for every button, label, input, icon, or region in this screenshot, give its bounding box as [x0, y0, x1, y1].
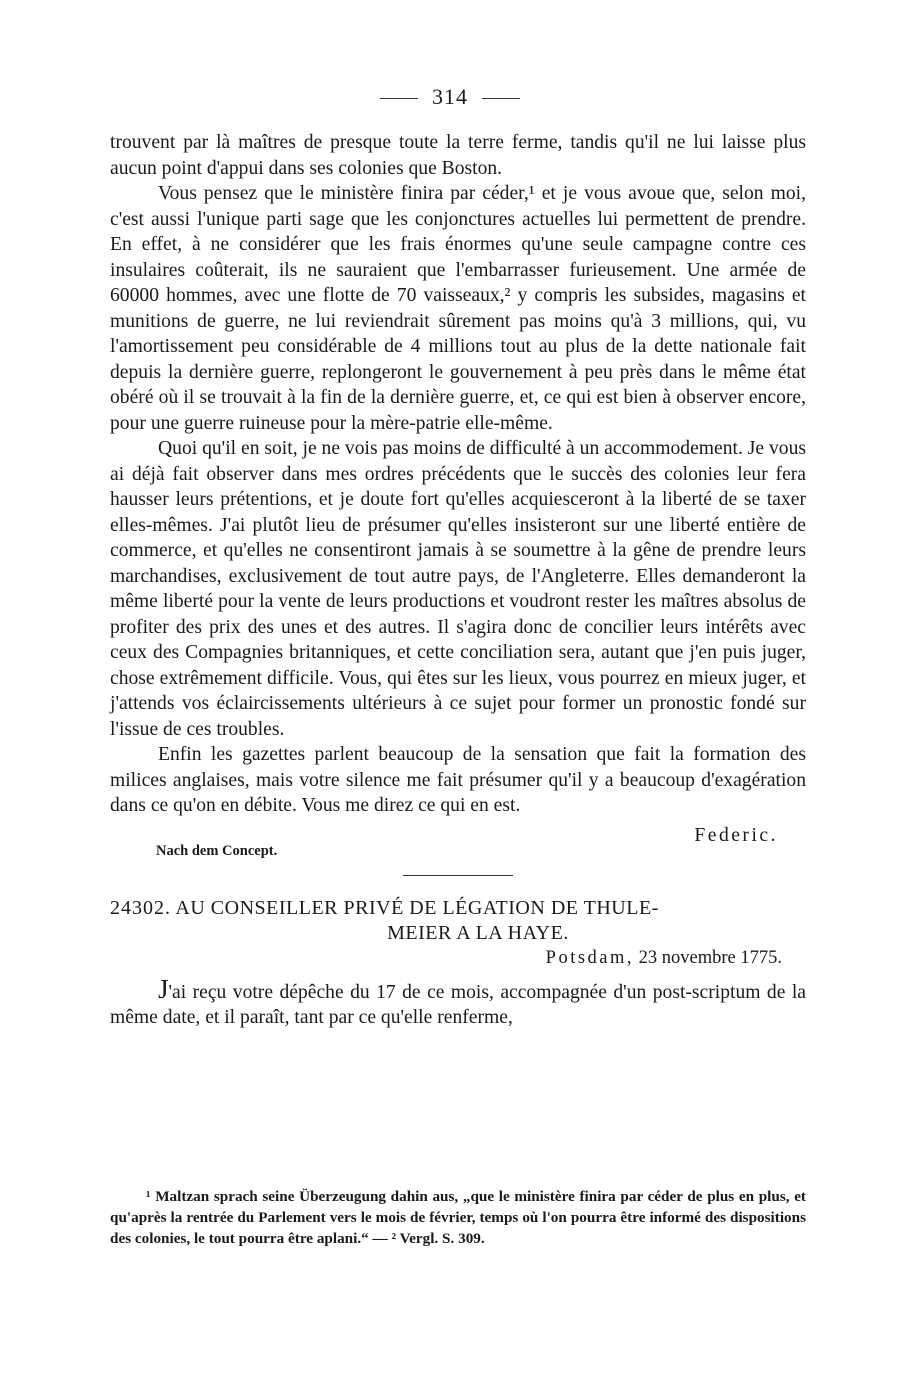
letter-heading	[110, 896, 806, 946]
header-rule-right	[482, 98, 520, 99]
letter-opening	[110, 973, 806, 1031]
paragraph: trouvent par là maîtres de presque toute la terre ferme, tandis qu'il ne lui laisse plus aucun point d'appui dans ses colonies que Boston.	[110, 132, 806, 179]
dateline-place: Potsdam,	[545, 947, 635, 968]
initial-letter: J	[158, 973, 169, 1004]
body-text	[110, 130, 806, 1031]
section-divider	[403, 875, 513, 876]
dateline	[110, 948, 806, 969]
letter-heading-line2: MEIER A LA HAYE.	[387, 921, 569, 944]
source-note: Nach dem Concept.	[156, 842, 278, 859]
dateline-date: 23 novembre 1775.	[638, 947, 782, 968]
paragraph: Quoi qu'il en soit, je ne vois pas moins de difficulté à un accommodement. Je vous ai déjà fait observer dans mes ordres précédents que le succès des colonies leur fera hausser leurs prétentions, et je doute fort qu'elles acquiesceront à la liberté de se taxer elles-mêmes. J'ai plutôt lieu de présumer qu'elles insisteront sur une liberté entière de commerce, et qu'elles ne consentiront jamais à se soumettre à la gêne de prendre leurs marchandises, exclusivement de tout autre pays, de l'Angleterre. Elles demanderont la même liberté pour la vente de leurs productions et voudront rester les maîtres absolus de profiter des prix des unes et des autres. Il s'agira donc de concilier leurs intérêts avec ceux des Compagnies britanniques, et cette conciliation sera, autant que j'en puis juger, chose extrêmement difficile. Vous, qui êtes sur les lieux, vous pourrez en mieux juger, et j'attends vos éclaircissements ultérieurs à ce sujet pour former un pronostic fondé sur l'issue de ces troubles.	[110, 438, 807, 740]
letter-opening-text: 'ai reçu votre dépêche du 17 de ce mois, accompagnée d'un post-scriptum de la même date, et il paraît, tant par ce qu'elle renferme,	[110, 981, 806, 1028]
signature: Federic.	[694, 824, 778, 846]
page-number: 314	[432, 84, 468, 109]
header-rule-left	[380, 98, 418, 99]
closing-row	[110, 819, 806, 863]
letter-heading-line1: AU CONSEILLER PRIVÉ DE LÉGATION DE THULE-	[175, 896, 659, 919]
letter-number: 24302.	[110, 896, 171, 919]
paragraph: Enfin les gazettes parlent beaucoup de la sensation que fait la formation des milices anglaises, mais votre silence me fait présumer qu'il y a beaucoup d'exagération dans ce qu'on en débite. Vous me direz ce qui en est.	[110, 744, 806, 816]
footnote-text: ¹ Maltzan sprach seine Überzeugung dahin aus, „que le ministère finira par céder de plus en plus, et qu'après la rentrée du Parlement vers le mois de février, temps où l'on pourra être informé des dispositions des colonies, le tout pourra être aplani.“ — ² Vergl. S. 309.	[110, 1188, 806, 1247]
footnotes	[110, 1186, 806, 1249]
paragraph: Vous pensez que le ministère finira par céder,¹ et je vous avoue que, selon moi, c'est aussi l'unique parti sage que les conjonctures actuelles lui permettent de prendre. En effet, à ne considérer que les frais énormes qu'une seule campagne contre ces insulaires coûterait, ils ne sauraient que l'embarrasser furieusement. Une armée de 60000 hommes, avec une flotte de 70 vaisseaux,² y compris les subsides, magasins et munitions de guerre, ne lui reviendrait sûrement pas moins qu'à 3 millions, qui, vu l'amortissement peu considérable de 4 millions tout au plus de la dette nationale fait depuis la dernière guerre, replongeront le gouvernement à peu près dans le même état obéré où il se trouvait à la fin de la dernière guerre, et, ce qui est bien à observer encore, pour une guerre ruineuse pour la mère-patrie elle-même.	[110, 183, 806, 434]
page-header	[0, 84, 900, 110]
